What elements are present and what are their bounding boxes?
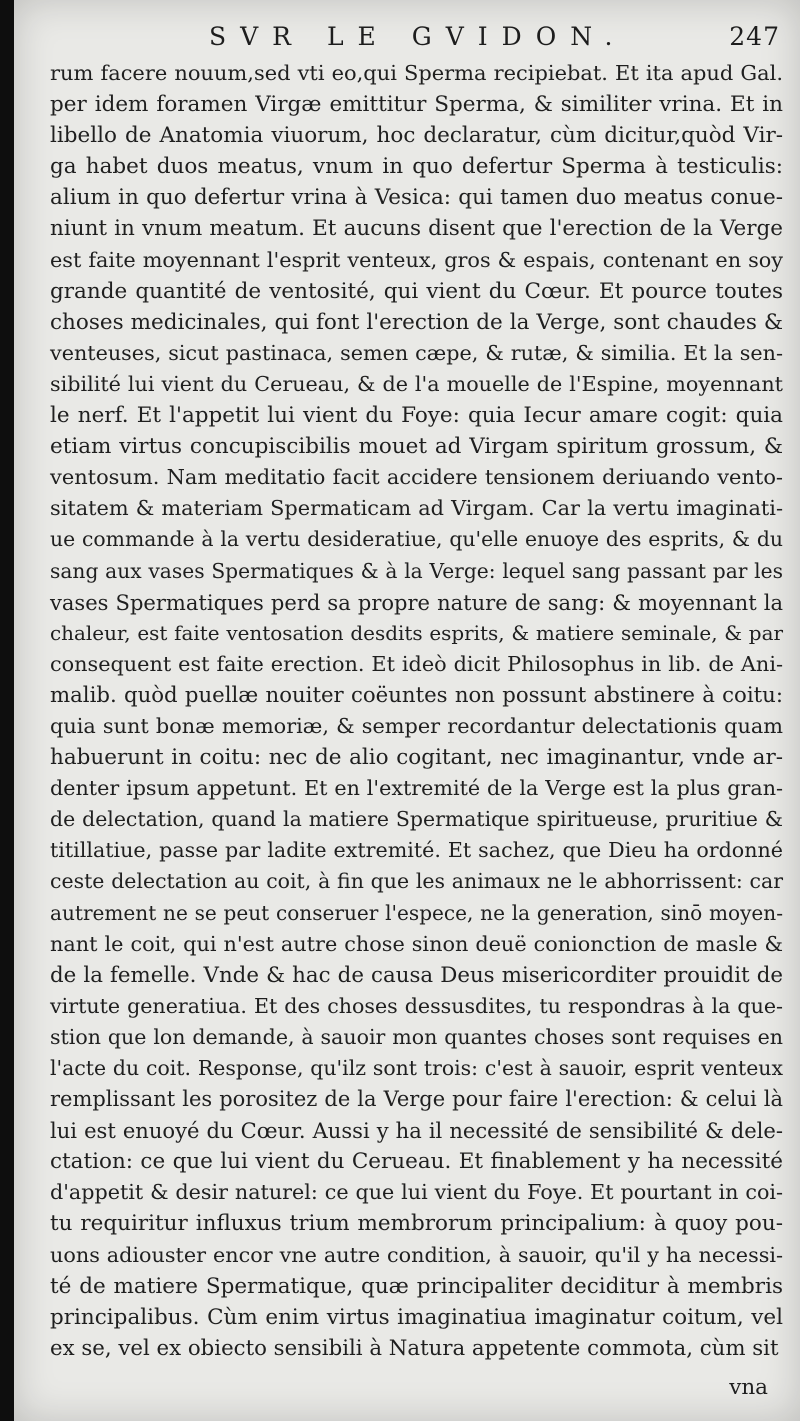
text-line: nant le coit, qui n'est autre chose sinon deuë conionction de masle & <box>50 931 783 956</box>
text-line: ventosum. Nam meditatio facit accidere tensionem deriuando vento- <box>50 465 783 490</box>
text-line: remplissant les porositez de la Verge pour faire l'erection: & celui là <box>50 1087 783 1112</box>
text-line: per idem foramen Virgæ emittitur Sperma, & similiter vrina. Et in <box>50 92 783 118</box>
text-line: té de matiere Spermatique, quæ principaliter deciditur à membris <box>50 1273 783 1299</box>
text-line: choses medicinales, qui font l'erection de la Verge, sont chaudes & <box>50 309 783 335</box>
text-line: rum facere nouum,sed vti eo,qui Sperma recipiebat. Et ita apud Gal. <box>50 61 783 85</box>
text-line: l'acte du coit. Response, qu'ilz sont trois: c'est à sauoir, esprit venteux <box>50 1056 783 1080</box>
text-line: ex se, vel ex obiecto sensibili à Natura appetente commota, cùm sit <box>50 1335 779 1361</box>
text-line: niunt in vnum meatum. Et aucuns disent que l'erection de la Verge <box>50 216 783 242</box>
text-line: sitatem & materiam Spermaticam ad Virgam. Car la vertu imaginati- <box>50 496 783 521</box>
text-line: ga habet duos meatus, vnum in quo defertur Sperma à testiculis: <box>50 154 783 180</box>
text-line: sang aux vases Spermatiques & à la Verge: lequel sang passant par les <box>50 558 783 583</box>
text-line: sibilité lui vient du Cerueau, & de l'a mouelle de l'Espine, moyennant <box>50 371 783 396</box>
text-line: stion que lon demande, à sauoir mon quantes choses sont requises en <box>50 1024 783 1049</box>
text-line: de delectation, quand la matiere Spermatique spiritueuse, pruritiue & <box>50 807 783 832</box>
text-line: virtute generatiua. Et des choses dessusdites, tu respondras à la que- <box>50 993 783 1018</box>
text-line: ceste delectation au coit, à fin que les animaux ne le abhorrissent: car <box>50 869 783 894</box>
text-line: vases Spermatiques perd sa propre nature de sang: & moyennant la <box>50 589 783 615</box>
text-line: ctation: ce que lui vient du Cerueau. Et finablement y ha necessité <box>50 1149 783 1175</box>
text-line: lui est enuoyé du Cœur. Aussi y ha il necessité de sensibilité & dele- <box>50 1118 783 1144</box>
page-number: 247 <box>729 22 780 51</box>
text-line: chaleur, est faite ventosation desdits esprits, & matiere seminale, & par <box>50 620 783 645</box>
body-text <box>50 58 783 1364</box>
text-line: consequent est faite erection. Et ideò dicit Philosophus in lib. de Ani- <box>50 651 783 676</box>
text-line: de la femelle. Vnde & hac de causa Deus misericorditer prouidit de <box>50 962 783 988</box>
text-line: est faite moyennant l'esprit venteux, gros & espais, contenant en soy <box>50 247 783 272</box>
text-line: autrement ne se peut conseruer l'espece, ne la generation, sinō moyen- <box>50 900 783 925</box>
text-line: le nerf. Et l'appetit lui vient du Foye: quia Iecur amare cogit: quia <box>50 403 783 429</box>
text-line: uons adiouster encor vne autre condition, à sauoir, qu'il y ha necessi- <box>50 1242 783 1267</box>
text-line: ue commande à la vertu desideratiue, qu'elle enuoye des esprits, & du <box>50 527 783 552</box>
text-line: tu requiritur influxus trium membrorum principalium: à quoy pou- <box>50 1211 783 1237</box>
text-line: etiam virtus concupiscibilis mouet ad Virgam spiritum grossum, & <box>50 434 783 460</box>
text-line: alium in quo defertur vrina à Vesica: qui tamen duo meatus conue- <box>50 185 783 211</box>
text-line: principalibus. Cùm enim virtus imaginatiua imaginatur coitum, vel <box>50 1304 783 1330</box>
text-line: titillatiue, passe par ladite extremité. Et sachez, que Dieu ha ordonné <box>50 838 783 863</box>
text-line: malib. quòd puellæ nouiter coëuntes non possunt abstinere à coitu: <box>50 682 783 708</box>
catchword: vna <box>729 1375 768 1400</box>
running-head: SVR LE GVIDON. <box>209 22 627 51</box>
page-header <box>14 20 800 54</box>
text-line: venteuses, sicut pastinaca, semen cæpe, & rutæ, & similia. Et la sen- <box>50 340 783 365</box>
text-line: libello de Anatomia viuorum, hoc declaratur, cùm dicitur,quòd Vir- <box>50 123 783 149</box>
text-line: denter ipsum appetunt. Et en l'extremité de la Verge est la plus gran- <box>50 776 783 801</box>
text-line: d'appetit & desir naturel: ce que lui vient du Foye. Et pourtant in coi- <box>50 1180 783 1205</box>
text-line: habuerunt in coitu: nec de alio cogitant, nec imaginantur, vnde ar- <box>50 745 783 771</box>
text-line: grande quantité de ventosité, qui vient du Cœur. Et pource toutes <box>50 278 783 304</box>
book-page <box>14 0 800 1421</box>
text-line: quia sunt bonæ memoriæ, & semper recordantur delectationis quam <box>50 713 783 738</box>
